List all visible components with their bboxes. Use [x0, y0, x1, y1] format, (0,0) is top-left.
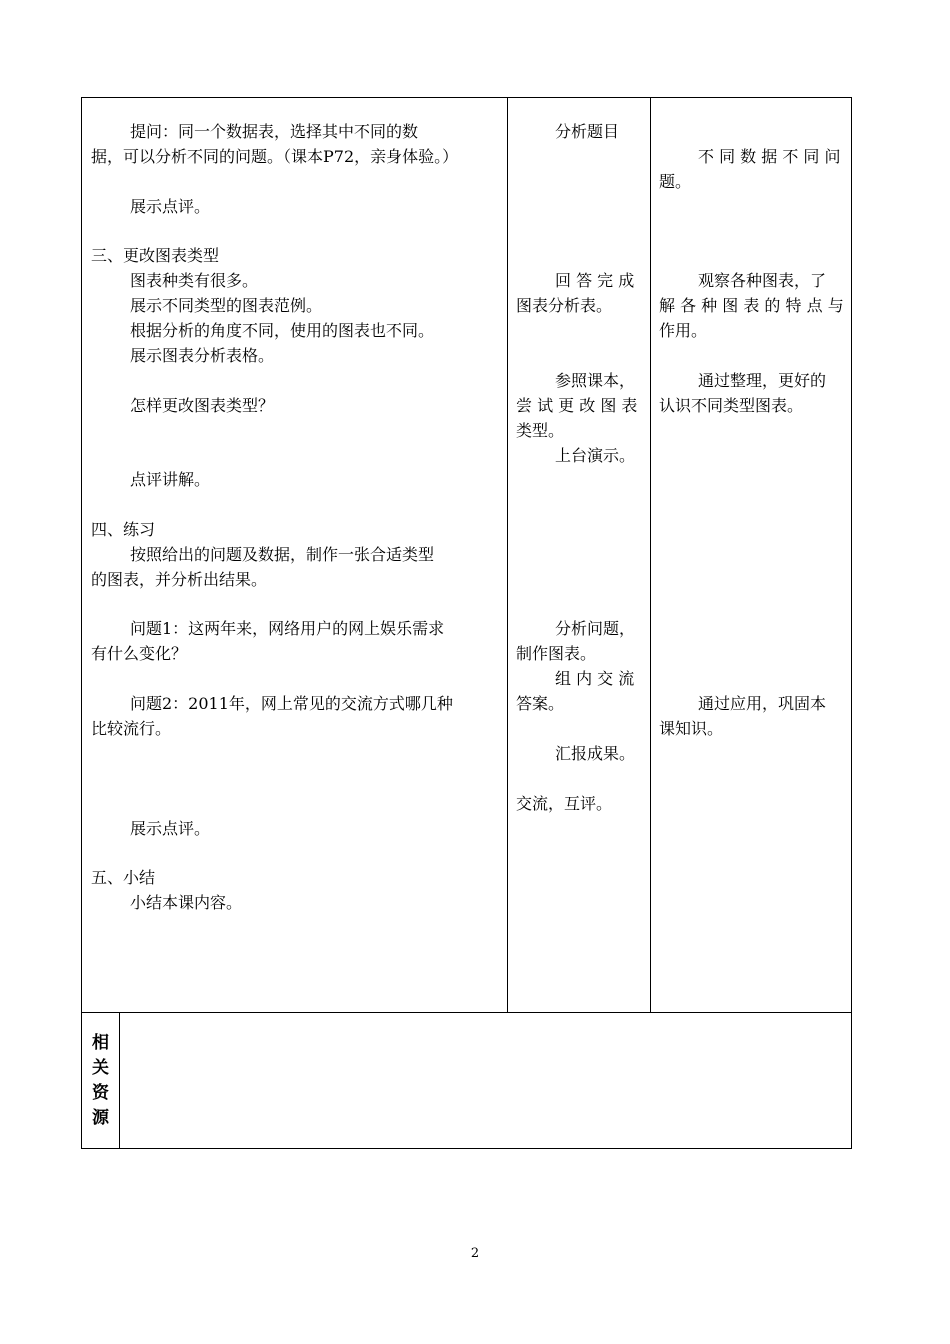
- resources-label-char: 关: [92, 1058, 109, 1078]
- text-line: 课知识。: [659, 719, 724, 738]
- text-line: 展示不同类型的图表范例。: [130, 296, 323, 315]
- text-line: 认识不同类型图表。: [659, 396, 804, 415]
- text-line: 按照给出的问题及数据，制作一张合适类型: [130, 545, 435, 564]
- text-line: 点评讲解。: [130, 470, 211, 489]
- text-line: 分析题目: [555, 122, 620, 141]
- text-line: 展示点评。: [130, 197, 211, 216]
- text-line: 观察各种图表，了: [698, 271, 827, 290]
- text-line: 图表分析表。: [516, 296, 613, 315]
- resources-label-divider: [119, 1012, 120, 1149]
- text-line: 问题2：2011年，网上常见的交流方式哪几种: [130, 694, 453, 713]
- text-line: 题。: [659, 172, 692, 191]
- text-line: 据，可以分析不同的问题。（课本P72，亲身体验。）: [91, 147, 459, 166]
- text-line: 回 答 完 成: [555, 271, 635, 290]
- text-line: 图表种类有很多。: [130, 271, 259, 290]
- text-line: 提问：同一个数据表，选择其中不同的数: [130, 122, 419, 141]
- text-line: 上台演示。: [555, 446, 636, 465]
- text-line: 通过应用，巩固本: [698, 694, 827, 713]
- text-line: 的图表，并分析出结果。: [91, 570, 268, 589]
- text-line: 组 内 交 流: [555, 669, 635, 688]
- text-line: 制作图表。: [516, 644, 597, 663]
- text-line: 不 同 数 据 不 同 问: [698, 147, 841, 166]
- column-divider-1: [507, 97, 508, 1012]
- text-line: 根据分析的角度不同，使用的图表也不同。: [130, 321, 435, 340]
- text-line: 比较流行。: [91, 719, 172, 738]
- text-line: 通过整理，更好的: [698, 371, 827, 390]
- section-heading: 四、练习: [91, 520, 156, 539]
- page-number: 2: [470, 1246, 480, 1261]
- text-line: 答案。: [516, 694, 565, 713]
- text-line: 类型。: [516, 421, 565, 440]
- text-line: 交流，互评。: [516, 794, 613, 813]
- text-line: 小结本课内容。: [130, 893, 243, 912]
- resources-label-char: 相: [92, 1033, 109, 1053]
- section-heading: 三、更改图表类型: [91, 246, 220, 265]
- text-line: 作用。: [659, 321, 708, 340]
- text-line: 汇报成果。: [555, 744, 636, 763]
- section-heading: 五、小结: [91, 868, 156, 887]
- text-line: 问题1：这两年来，网络用户的网上娱乐需求: [130, 619, 445, 638]
- text-line: 怎样更改图表类型？: [130, 396, 275, 415]
- text-line: 展示点评。: [130, 819, 211, 838]
- text-line: 参照课本，: [555, 371, 636, 390]
- text-line: 分析问题，: [555, 619, 636, 638]
- text-line: 尝 试 更 改 图 表: [516, 396, 638, 415]
- column-divider-2: [650, 97, 651, 1012]
- text-line: 有什么变化？: [91, 644, 188, 663]
- text-line: 展示图表分析表格。: [130, 346, 275, 365]
- row-divider: [81, 1012, 852, 1013]
- resources-label-char: 资: [92, 1083, 109, 1103]
- resources-label-char: 源: [92, 1108, 109, 1128]
- text-line: 解 各 种 图 表 的 特 点 与: [659, 296, 844, 315]
